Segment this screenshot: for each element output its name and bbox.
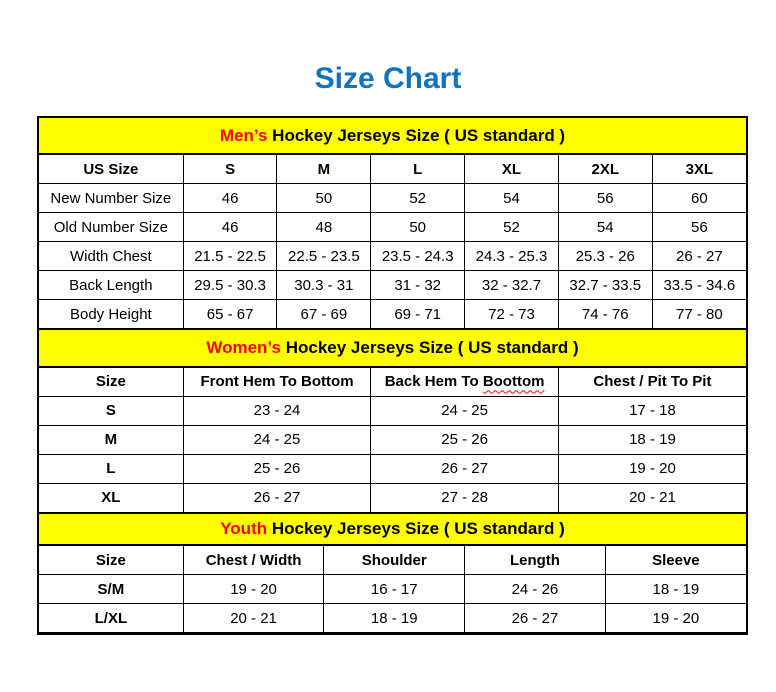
cell-value: 46 — [183, 213, 277, 242]
column-header-size: Size — [39, 367, 183, 396]
cell-value: 25.3 - 26 — [558, 242, 652, 271]
cell-value: 16 - 17 — [324, 575, 465, 604]
column-header-m: M — [277, 155, 371, 184]
row-label: S/M — [39, 575, 183, 604]
column-header-l: L — [371, 155, 465, 184]
row-label: L — [39, 454, 183, 483]
misspelled-word-squiggle: Boottom — [482, 373, 545, 391]
cell-value: 56 — [652, 213, 746, 242]
cell-value: 25 - 26 — [183, 454, 371, 483]
table-row — [39, 425, 746, 454]
cell-value: 54 — [465, 184, 559, 213]
cell-value: 60 — [652, 184, 746, 213]
table-row — [39, 271, 746, 300]
cell-value: 52 — [465, 213, 559, 242]
cell-value: 52 — [371, 184, 465, 213]
mens-header-row — [39, 155, 746, 184]
mens-band-highlight: Men’s — [219, 126, 268, 145]
cell-value: 29.5 - 30.3 — [183, 271, 277, 300]
row-label: New Number Size — [39, 184, 183, 213]
row-label: Back Length — [39, 271, 183, 300]
youth-header-row — [39, 546, 746, 575]
row-label: M — [39, 425, 183, 454]
cell-value: 24 - 25 — [371, 396, 559, 425]
mens-section-band — [39, 118, 746, 154]
cell-value: 30.3 - 31 — [277, 271, 371, 300]
column-header-sleeve: Sleeve — [605, 546, 746, 575]
page-title: Size Chart — [314, 62, 462, 95]
row-label: S — [39, 396, 183, 425]
cell-value: 46 — [183, 184, 277, 213]
column-header-front-hem: Front Hem To Bottom — [183, 367, 371, 396]
womens-header-row — [39, 367, 746, 396]
column-header-xl: XL — [465, 155, 559, 184]
cell-value: 31 - 32 — [371, 271, 465, 300]
column-header-2xl: 2XL — [558, 155, 652, 184]
table-row — [39, 454, 746, 483]
cell-value: 32 - 32.7 — [465, 271, 559, 300]
mens-band-text: Hockey Jerseys Size ( US standard ) — [267, 126, 566, 145]
womens-band-highlight: Women’s — [206, 338, 281, 358]
cell-value: 26 - 27 — [652, 242, 746, 271]
table-row — [39, 604, 746, 633]
row-label: XL — [39, 483, 183, 512]
cell-value: 26 - 27 — [183, 483, 371, 512]
cell-value: 77 - 80 — [652, 300, 746, 329]
back-hem-prefix: Back Hem To — [384, 373, 483, 391]
column-header-s: S — [183, 155, 277, 184]
table-row — [39, 300, 746, 329]
size-chart-tables — [37, 116, 748, 635]
cell-value: 24.3 - 25.3 — [465, 242, 559, 271]
cell-value: 19 - 20 — [183, 575, 324, 604]
youth-size-table — [39, 545, 746, 633]
cell-value: 21.5 - 22.5 — [183, 242, 277, 271]
cell-value: 69 - 71 — [371, 300, 465, 329]
cell-value: 26 - 27 — [465, 604, 606, 633]
cell-value: 25 - 26 — [371, 425, 559, 454]
cell-value: 18 - 19 — [324, 604, 465, 633]
column-header-length: Length — [465, 546, 606, 575]
cell-value: 24 - 25 — [183, 425, 371, 454]
row-label: Body Height — [39, 300, 183, 329]
column-header-chest-pit: Chest / Pit To Pit — [558, 367, 746, 396]
cell-value: 19 - 20 — [558, 454, 746, 483]
cell-value: 19 - 20 — [605, 604, 746, 633]
cell-value: 18 - 19 — [558, 425, 746, 454]
column-header-size: Size — [39, 546, 183, 575]
column-header-chest-width: Chest / Width — [183, 546, 324, 575]
cell-value: 27 - 28 — [371, 483, 559, 512]
youth-band-text: Hockey Jerseys Size ( US standard ) — [267, 518, 565, 538]
womens-size-table — [39, 367, 746, 513]
cell-value: 33.5 - 34.6 — [652, 271, 746, 300]
row-label: Width Chest — [39, 242, 183, 271]
cell-value: 20 - 21 — [558, 483, 746, 512]
row-label: L/XL — [39, 604, 183, 633]
youth-band-highlight: Youth — [220, 518, 268, 538]
table-row — [39, 213, 746, 242]
cell-value: 18 - 19 — [605, 575, 746, 604]
cell-value: 48 — [277, 213, 371, 242]
cell-value: 72 - 73 — [465, 300, 559, 329]
table-row — [39, 184, 746, 213]
mens-size-table — [39, 154, 746, 329]
cell-value: 32.7 - 33.5 — [558, 271, 652, 300]
cell-value: 17 - 18 — [558, 396, 746, 425]
table-row — [39, 396, 746, 425]
cell-value: 26 - 27 — [371, 454, 559, 483]
cell-value: 65 - 67 — [183, 300, 277, 329]
column-header-back-hem — [371, 367, 559, 396]
table-row — [39, 242, 746, 271]
cell-value: 23.5 - 24.3 — [371, 242, 465, 271]
womens-band-text: Hockey Jerseys Size ( US standard ) — [280, 338, 579, 358]
cell-value: 74 - 76 — [558, 300, 652, 329]
row-label: Old Number Size — [39, 213, 183, 242]
cell-value: 20 - 21 — [183, 604, 324, 633]
cell-value: 22.5 - 23.5 — [277, 242, 371, 271]
cell-value: 54 — [558, 213, 652, 242]
cell-value: 56 — [558, 184, 652, 213]
youth-section-band — [39, 513, 746, 545]
cell-value: 67 - 69 — [277, 300, 371, 329]
column-header-us-size: US Size — [39, 155, 183, 184]
cell-value: 24 - 26 — [465, 575, 606, 604]
column-header-3xl: 3XL — [652, 155, 746, 184]
table-row — [39, 575, 746, 604]
womens-section-band — [39, 329, 746, 366]
cell-value: 50 — [371, 213, 465, 242]
column-header-shoulder: Shoulder — [324, 546, 465, 575]
table-row — [39, 483, 746, 512]
cell-value: 23 - 24 — [183, 396, 371, 425]
cell-value: 50 — [277, 184, 371, 213]
